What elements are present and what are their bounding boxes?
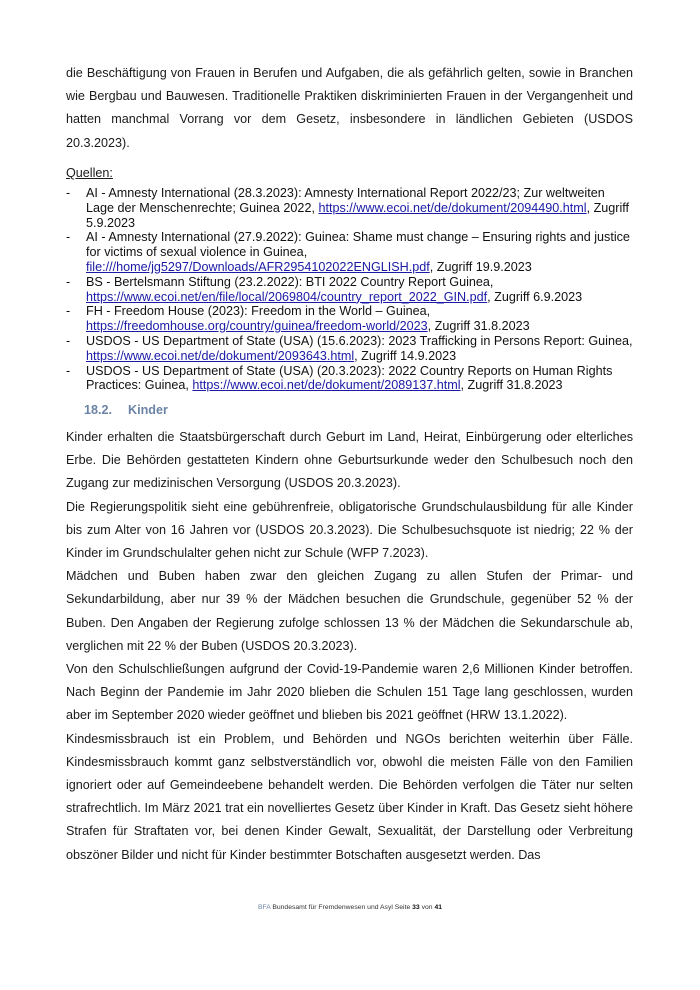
section-title: Kinder xyxy=(128,403,168,417)
list-bullet: - xyxy=(66,274,71,289)
paragraph: Kindesmissbrauch ist ein Problem, und Behörden und NGOs berichten weiterhin über Fälle. Kindesmissbrauch kommt ganz selbstverständlich vor, obwohl die meisten Fälle von den Familien ignoriert oder auf Gemeindeebene behandelt werden. Die Behörden verfolgen die Täter nur selten strafrechtlich. Im März 2021 trat ein novelliertes Gesetz über Kinder in Kraft. Das Gesetz sieht höhere Strafen für Straftaten vor, bei denen Kinder Gewalt, Sexualität, der Darstellung oder Verbreitung obszöner Bilder und nicht für Kinder bestimmter Botschaften ausgesetzt werden. Das xyxy=(66,731,633,862)
source-link[interactable]: https://www.ecoi.net/de/dokument/2089137.html xyxy=(192,378,461,393)
sources-label: Quellen: xyxy=(66,166,113,180)
source-item: - BS - Bertelsmann Stiftung (23.2.2022): BTI 2022 Country Report Guinea, https://www.ecoi.net/en/file/local/2069804/country_report_2022_GIN.pdf, Zugriff 6.9.2023 xyxy=(66,274,583,304)
page-footer: BFA Bundesamt für Fremdenwesen und Asyl Seite 33 von 41 xyxy=(257,904,443,911)
paragraph: Die Regierungspolitik sieht eine gebührenfreie, obligatorische Grundschulausbildung für alle Kinder bis zum Alter von 16 Jahren vor (USDOS 20.3.2023). Die Schulbesuchsquote ist niedrig; 22 % der Kinder im Grundschulalter gehen nicht zur Schule (WFP 7.2023). xyxy=(66,499,633,561)
section-body xyxy=(66,426,633,867)
sources-list xyxy=(66,186,636,393)
list-bullet: - xyxy=(66,333,71,348)
source-link[interactable]: https://www.ecoi.net/de/dokument/2094490.html xyxy=(318,200,587,215)
intro-paragraph-block xyxy=(66,62,633,155)
paragraph: Von den Schulschließungen aufgrund der Covid-19-Pandemie waren 2,6 Millionen Kinder betroffen. Nach Beginn der Pandemie im Jahr 2020 blieben die Schulen 151 Tage lang geschlossen, wurden aber im September 2020 wieder geöffnet und blieben bis 2021 geöffnet (HRW 13.1.2022). xyxy=(66,662,633,723)
intro-paragraph: die Beschäftigung von Frauen in Berufen und Aufgaben, die als gefährlich gelten, sowie in Branchen wie Bergbau und Bauwesen. Traditionelle Praktiken diskriminierten Frauen in der Vergangenheit und hatten manchmal Vorrang vor dem Gesetz, insbesondere in ländlichen Gebieten (USDOS 20.3.2023). xyxy=(66,66,633,150)
source-link[interactable]: https://freedomhouse.org/country/guinea/freedom-world/2023 xyxy=(86,319,428,334)
source-link[interactable]: file:///home/jg5297/Downloads/AFR2954102022ENGLISH.pdf xyxy=(86,259,430,274)
source-item: - FH - Freedom House (2023): Freedom in the World – Guinea, https://freedomhouse.org/country/guinea/freedom-world/2023, Zugriff 31.8.2023 xyxy=(66,304,530,334)
source-item: - USDOS - US Department of State (USA) (20.3.2023): 2022 Country Reports on Human Rights Practices: Guinea, https://www.ecoi.net/de/dokument/2089137.html, Zugriff 31.8.2023 xyxy=(66,363,613,393)
list-bullet: - xyxy=(66,230,71,245)
list-bullet: - xyxy=(66,186,71,200)
source-link[interactable]: https://www.ecoi.net/de/dokument/2093643.html xyxy=(86,348,355,363)
list-bullet: - xyxy=(66,363,71,378)
footer-page-number: 33 xyxy=(412,904,420,911)
footer-brand: BFA xyxy=(257,904,271,911)
paragraph: Mädchen und Buben haben zwar den gleichen Zugang zu allen Stufen der Primar- und Sekundarbildung, aber nur 39 % der Mädchen besuchen die Grundschule, gegenüber 52 % der Buben. Den Angaben der Regierung zufolge schlossen 13 % der Mädchen die Sekundarschule ab, verglichen mit 22 % der Buben (USDOS 20.3.2023). xyxy=(66,569,633,653)
source-item: - AI - Amnesty International (27.9.2022): Guinea: Shame must change – Ensuring rights and justice for victims of sexual violence in Guinea, file:///home/jg5297/Downloads/AFR2954102022ENGLISH.pdf, Zugriff 19.9.2023 xyxy=(66,230,630,274)
paragraph: Kinder erhalten die Staatsbürgerschaft durch Geburt im Land, Heirat, Einbürgerung oder elterliches Erbe. Die Behörden gestatteten Kindern ohne Geburtsurkunde weder den Schulbesuch noch den Zugang zur medizinischen Versorgung (USDOS 20.3.2023). xyxy=(66,430,633,491)
footer-org: Bundesamt für Fremdenwesen und Asyl Seite xyxy=(270,904,413,911)
source-item: - AI - Amnesty International (28.3.2023): Amnesty International Report 2022/23; Zur weltweiten Lage der Menschenrechte; Guinea 2022, https://www.ecoi.net/de/dokument/2094490.html, Zugriff 5.9.2023 xyxy=(66,186,630,230)
source-item: - USDOS - US Department of State (USA) (15.6.2023): 2023 Trafficking in Persons Report: Guinea, https://www.ecoi.net/de/dokument/2093643.html, Zugriff 14.9.2023 xyxy=(66,333,633,363)
section-heading xyxy=(84,403,168,417)
section-number: 18.2. xyxy=(84,403,113,417)
source-link[interactable]: https://www.ecoi.net/en/file/local/2069804/country_report_2022_GIN.pdf xyxy=(86,289,488,304)
footer-page-total: 41 xyxy=(434,904,443,911)
list-bullet: - xyxy=(66,304,71,319)
